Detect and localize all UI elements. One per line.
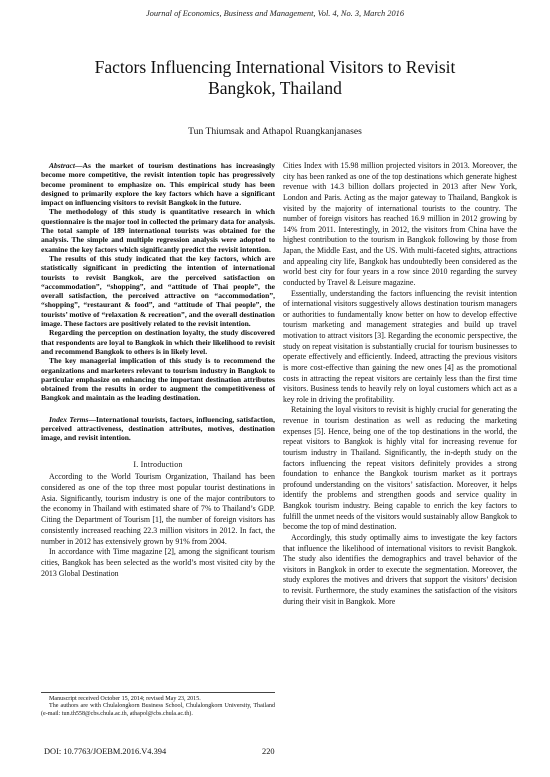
- left-column: [41, 161, 275, 580]
- abstract-paragraph-2: The methodology of this study is quantitative research in which questionnaire is the major tool in collected the primary data for analysis. The total sample of 189 international tourists was obtained for the analysis. The simple and multiple regression analysis were adopted to examine the key factors which significantly predict the revisit intention.: [41, 207, 275, 254]
- authors: Tun Thiumsak and Athapol Ruangkanjanases: [188, 126, 362, 137]
- abstract-text-1: —As the market of tourism destinations has increasingly become more competitive, the revisit intention topic has progressively become prominent to emphasize on. This empirical study has been designed to primarily explore the key factors which have a significant impact on influencing visitors to revisit Bangkok in the future.: [41, 161, 275, 208]
- intro-paragraph-1: According to the World Tourism Organization, Thailand has been considered as one of the top three most popular tourist destinations in Asia. Significantly, tourism industry is one of the major contributors to the economy in Thailand with estimated share of 7% to Thailand’s GDP. Citing the Department of Tourism [1], the number of foreign visitors has consistently increased reaching 22.3 million visitors in 2012. In fact, the number in 2012 has extensively grown by 91% from 2004.: [41, 471, 275, 546]
- title-line-2: Bangkok, Thailand: [208, 78, 342, 98]
- footnote: [41, 692, 275, 718]
- abstract-paragraph-1: [41, 161, 275, 207]
- journal-header: Journal of Economics, Business and Management, Vol. 4, No. 3, March 2016: [145, 9, 405, 18]
- abstract-paragraph-3: The results of this study indicated that the key factors, which are statistically significant in predicting the intention of international tourists to revisit Bangkok, are the perceived satisfaction on “accommodation”, “shopping”, and “attitude of Thai people”, the overall satisfaction, the perceived attractive on “accommodation”, “shopping”, “restaurant & food”, and “attitude of Thai people”, the tourists’ motive of “relaxation & recreation”, and the overall destination image. These factors are positively related to the revisit intention.: [41, 253, 275, 329]
- right-paragraph-1: Cities Index with 15.98 million projected visitors in 2013. Moreover, the city has been ranked as one of the top destinations which generate highest revenue with 14.3 billion dollars projected in 2013 after New York, London and Paris. Acting as the major gateway to Thailand, Bangkok is visited by the majority of international tourists to the country. The number of foreign visitors has reached 16.9 million in 2012 growing by 14% from 2011. Interestingly, in 2012, the visitors from China have the highest contribution to the tourism in Bangkok following by those from Japan, the Middle East, and the US. With multi-faceted sights, attractions and appealing city life, Bangkok has undoubtedly been considered as the world best city for four years in a row since 2010 regarding the survey conducted by Travel & Leisure magazine.: [283, 161, 517, 287]
- right-paragraph-4: Accordingly, this study optimally aims to investigate the key factors that influence the likelihood of international visitors to revisit Bangkok. The study also identifies the demographics and travel behavior of the visitors in Bangkok in order to execute the segmentation. Moreover, the study explores the motives and drivers that support the visitors’ decision to revisit. Furthermore, the study examines the satisfaction of the visitors during their visit in Bangkok. More: [283, 532, 517, 606]
- right-paragraph-2: Essentially, understanding the factors influencing the revisit intention of international visitors suggestively allows destination tourism managers or authorities to fundamentally know better on how to develop effective tourism marketing and management strategies and build up travel motivation to attract visitors [3]. Regarding the economic perspective, the study on repeat visitation is substantially crucial for tourism businesses to operate effectively and efficiently. Indeed, attracting the previous visitors is more cost-effective than gaining the new ones [4] as the promotional costs in attracting the repeat visitors are certainly less than the first time visitors. Business tends to heavily rely on loyal customers which act as a key role in driving the profitability.: [283, 288, 517, 404]
- abstract-label: Abstract: [49, 161, 75, 170]
- footnote-affiliation: The authors are with Chulalongkorn Business School, Chulalongkorn University, Thailand (e-mail: tun.th558@cbs.chula.ac.th, athapol@cbs.chula.ac.th).: [41, 703, 275, 717]
- index-terms-text: —International tourists, factors, influencing, satisfaction, perceived attractiveness, destination attributes, motives, destination image, and revisit intention.: [41, 414, 275, 443]
- right-column: [283, 161, 517, 607]
- right-paragraph-3: Retaining the loyal visitors to revisit is highly crucial for generating the revenue in tourism destination as well as reducing the marketing expenses [5]. Hence, being one of the top destinations in the world, the repeat visitors to Bangkok is highly vital for increasing revenue for tourism industry in Thailand. Significantly, the in-depth study on the factors influencing the repeat visitors definitely provides a strong foundation to enhance the Bangkok tourism market as it portrays profound understanding on the visitors’ satisfaction. Moreover, it helps identify the problems and strengthen goods and service quality in Bangkok tourism industry. Being capable to enrich the key factors to fulfill the unmet needs of the visitors would sustainably allow Bangkok to become the top of mind destination.: [283, 405, 517, 532]
- footnote-received: Manuscript received October 15, 2014; revised May 23, 2015.: [49, 696, 201, 702]
- section-heading: I. Introduction: [133, 459, 183, 469]
- paper-title: [40, 57, 510, 99]
- index-terms: [41, 415, 275, 443]
- doi: DOI: 10.7763/JOEBM.2016.V4.394: [44, 747, 167, 756]
- abstract-paragraph-5: The key managerial implication of this study is to recommend the organizations and marketers relevant to tourism industry in Bangkok to particular emphasize on enhancing the important destination attributes obtained from the results in order to augment the competitiveness of Bangkok and maintain as the leading destination.: [41, 356, 275, 403]
- intro-paragraph-2: In accordance with Time magazine [2], among the significant tourism cities, Bangkok has been selected as the world’s most visited city by the 2013 Global Destination: [41, 547, 275, 579]
- abstract-paragraph-4: Regarding the perception on destination loyalty, the study discovered that respondents are loyal to Bangkok in which their likelihood to revisit and recommend Bangkok to others is in likely level.: [41, 328, 275, 356]
- index-terms-label: Index Terms: [49, 414, 89, 424]
- abstract: [41, 161, 275, 403]
- page-number: 220: [262, 747, 275, 756]
- intro-body: [41, 472, 275, 580]
- title-line-1: Factors Influencing International Visitors to Revisit: [94, 57, 456, 77]
